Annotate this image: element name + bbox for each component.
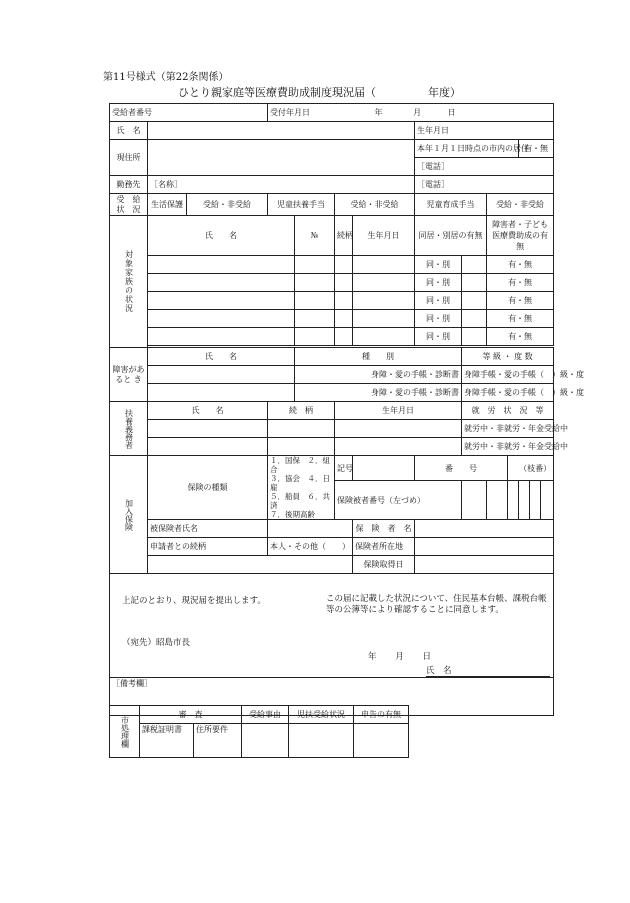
insurance-symbol-field[interactable] [353, 456, 415, 481]
welfare-status[interactable]: 受給・非受給 [187, 194, 268, 216]
family-flag[interactable]: 有・無 [487, 292, 554, 310]
declaration-month: 月 [395, 652, 404, 662]
receipt-year: 年 [374, 108, 383, 117]
title-text: ひとり親家庭等医療費助成制度現況届（ [178, 86, 376, 99]
declaration-to: （宛先）昭島市長 [122, 638, 191, 648]
insured-name-label: 被保険者氏名 [148, 520, 268, 538]
digit-box[interactable] [487, 481, 508, 520]
table-row [110, 366, 554, 384]
office-tax-cert-label: 課税証明書 [142, 725, 182, 734]
disability-col-name: 氏 名 [148, 348, 295, 366]
form-title [178, 84, 461, 100]
supporter-relation[interactable] [268, 420, 335, 438]
insurer-address-field[interactable] [415, 538, 554, 556]
benefits-label: 受 給 状 況 [110, 194, 148, 216]
relation-label: 申請者との続柄 [148, 538, 268, 556]
office-reason-field[interactable] [242, 724, 289, 758]
supporter-col-relation: 続 柄 [268, 402, 335, 420]
insurance-branch-label: （枝番） [508, 456, 554, 481]
child-raising-status[interactable]: 受給・非受給 [487, 194, 554, 216]
signature-label: 氏 名 [426, 666, 452, 676]
address-phone[interactable]: ［電話］ [415, 158, 554, 176]
table-row [110, 384, 554, 402]
birth-label: 生年月日 [417, 126, 449, 135]
family-name[interactable] [148, 256, 295, 274]
declaration-left: 上記のとおり、現況届を提出します。 [122, 596, 266, 606]
name-field[interactable] [148, 122, 415, 140]
family-relation[interactable] [335, 256, 353, 274]
supporter-work[interactable]: 就労中・非就労・年金受給中 [462, 420, 554, 438]
declaration-date [368, 650, 431, 662]
supporter-col-name: 氏 名 [148, 402, 268, 420]
family-relation[interactable] [335, 310, 353, 328]
table-row [110, 292, 554, 310]
insurance-label: 加入保険 [110, 456, 148, 574]
insurer-field[interactable] [415, 520, 554, 538]
family-together[interactable]: 同・別 [415, 292, 462, 310]
disability-col-type: 種 別 [295, 348, 462, 366]
supporter-birth[interactable] [335, 438, 462, 456]
family-name[interactable] [148, 274, 295, 292]
digit-box[interactable] [508, 481, 519, 520]
office-residence-label: 住所要件 [196, 725, 228, 734]
receipt-date-label: 受付年月日 [270, 108, 310, 117]
recipient-number-cell[interactable] [110, 104, 268, 122]
family-extra[interactable] [462, 256, 487, 274]
family-birth[interactable] [353, 328, 415, 346]
office-residence[interactable] [194, 724, 242, 758]
family-name[interactable] [148, 310, 295, 328]
family-birth[interactable] [353, 274, 415, 292]
family-name[interactable] [148, 328, 295, 346]
address-field[interactable] [148, 140, 415, 176]
address-label: 現住所 [110, 140, 148, 176]
family-col-name: 氏 名 [148, 216, 295, 256]
workplace-phone[interactable]: ［電話］ [415, 176, 554, 194]
family-together[interactable]: 同・別 [415, 310, 462, 328]
family-birth[interactable] [353, 292, 415, 310]
family-col-together: 同居・別居の有無 [415, 216, 487, 256]
signature-line[interactable] [426, 664, 550, 677]
office-child-field[interactable] [289, 724, 354, 758]
office-review: 審 査 [140, 706, 242, 724]
table-row [110, 274, 554, 292]
supporter-work[interactable]: 就労中・非就労・年金受給中 [462, 438, 554, 456]
family-col-relation: 続柄 [335, 216, 353, 256]
family-extra[interactable] [462, 274, 487, 292]
disability-name[interactable] [148, 366, 295, 384]
child-allowance-label: 児童扶養手当 [268, 194, 335, 216]
table-row [110, 420, 554, 438]
receipt-month: 月 [413, 108, 422, 117]
family-label: 対象家族の状況 [110, 216, 148, 348]
workplace-label: 勤務先 [110, 176, 148, 194]
residence-yes-no[interactable]: 有・無 [519, 140, 554, 158]
remarks-label: ［備考欄］ [112, 679, 152, 688]
office-table [109, 705, 409, 758]
disability-label: 障害があると き [110, 348, 148, 402]
family-birth[interactable] [353, 256, 415, 274]
insurance-kind-label: 保険の種類 [148, 456, 268, 520]
family-col-disability: 障害者・子ども医療費助成の有無 [487, 216, 554, 256]
family-flag[interactable]: 有・無 [487, 328, 554, 346]
family-extra[interactable] [462, 310, 487, 328]
family-col-no: № [295, 216, 335, 256]
family-col-birth: 生年月日 [353, 216, 415, 256]
workplace-name[interactable]: ［名称］ [148, 176, 415, 194]
disability-type[interactable]: 身障・愛の手帳・診断書 [295, 384, 462, 402]
form-number: 第11号様式（第22条関係） [103, 72, 229, 83]
family-relation[interactable] [335, 274, 353, 292]
supporter-relation[interactable] [268, 438, 335, 456]
acquired-date-field[interactable] [415, 556, 554, 574]
digit-box[interactable] [519, 481, 530, 520]
office-report-field[interactable] [354, 724, 409, 758]
acquired-date-label: 保険取得日 [353, 556, 415, 574]
family-flag[interactable]: 有・無 [487, 256, 554, 274]
supporter-name[interactable] [148, 420, 268, 438]
family-relation[interactable] [335, 292, 353, 310]
office-reason: 受給事由 [242, 706, 289, 724]
supporter-birth[interactable] [335, 420, 462, 438]
disability-col-grade: 等 級 ・ 度 数 [462, 348, 554, 366]
insurance-symbol-label: 記号 [335, 456, 353, 481]
family-name[interactable] [148, 292, 295, 310]
insurer-label: 保 険 者 名 [353, 520, 415, 538]
family-together[interactable]: 同・別 [415, 274, 462, 292]
child-raising-label: 児童育成手当 [415, 194, 487, 216]
family-birth[interactable] [353, 310, 415, 328]
title-fiscal-year: 年度） [428, 86, 461, 99]
insurance-kinds[interactable]: １．国保 ２．組合 ３．協会 ４．日雇 ５．船員 ６．共済 ７．後期高齢 [268, 456, 335, 520]
supporter-name[interactable] [148, 438, 268, 456]
family-no[interactable] [295, 310, 335, 328]
insured-name-field[interactable] [268, 520, 353, 538]
table-row [110, 328, 554, 346]
declaration-year: 年 [368, 652, 377, 662]
digit-box[interactable] [530, 481, 541, 520]
digit-box[interactable] [541, 481, 554, 520]
digit-box[interactable] [462, 481, 487, 520]
insurer-address-label: 保険者所在地 [353, 538, 415, 556]
disability-grade[interactable]: 身障手帳・愛の手帳（ ）級・度 [462, 366, 554, 384]
residence-question: 本年１月１日時点の市内の居住 [415, 140, 519, 158]
disability-grade[interactable]: 身障手帳・愛の手帳（ ）級・度 [462, 384, 554, 402]
family-extra[interactable] [462, 328, 487, 346]
main-form [109, 103, 584, 716]
family-together[interactable]: 同・別 [415, 256, 462, 274]
office-report: 申告の有無 [354, 706, 409, 724]
receipt-date-cell [268, 104, 554, 122]
family-no[interactable] [295, 328, 335, 346]
supporter-col-work: 就 労 状 況 等 [462, 402, 554, 420]
disability-name[interactable] [148, 384, 295, 402]
supporter-col-birth: 生年月日 [335, 402, 462, 420]
family-flag[interactable]: 有・無 [487, 310, 554, 328]
declaration-day: 日 [422, 652, 431, 662]
birth-field[interactable] [415, 122, 554, 140]
insurance-number-label: 番 号 [415, 456, 508, 481]
family-flag[interactable]: 有・無 [487, 274, 554, 292]
table-row [110, 310, 554, 328]
disability-type[interactable]: 身障・愛の手帳・診断書 [295, 366, 462, 384]
table-row [110, 438, 554, 456]
child-allowance-status[interactable]: 受給・非受給 [335, 194, 415, 216]
table-row [110, 256, 554, 274]
name-label: 氏 名 [110, 122, 148, 140]
recipient-number-label: 受給者番号 [112, 108, 152, 117]
welfare-label: 生活保護 [148, 194, 187, 216]
family-no[interactable] [295, 274, 335, 292]
office-tax-cert[interactable] [140, 724, 194, 758]
receipt-day: 日 [447, 108, 456, 117]
family-extra[interactable] [462, 292, 487, 310]
declaration-right: この届に記載した状況について、住民基本台帳、課税台帳等の公簿等により確認することに同意します。 [326, 594, 547, 615]
declaration-box [110, 574, 554, 678]
family-no[interactable] [295, 292, 335, 310]
supporter-label: 扶養義務者 [110, 402, 148, 456]
relation-value[interactable]: 本人・その他（ ） [268, 538, 353, 556]
insured-number-label: 保険被者番号（左づめ） [335, 481, 462, 520]
office-label: 市処理欄 [110, 706, 140, 758]
family-no[interactable] [295, 256, 335, 274]
family-together[interactable]: 同・別 [415, 328, 462, 346]
office-child-status: 児扶受給状況 [289, 706, 354, 724]
family-relation[interactable] [335, 328, 353, 346]
